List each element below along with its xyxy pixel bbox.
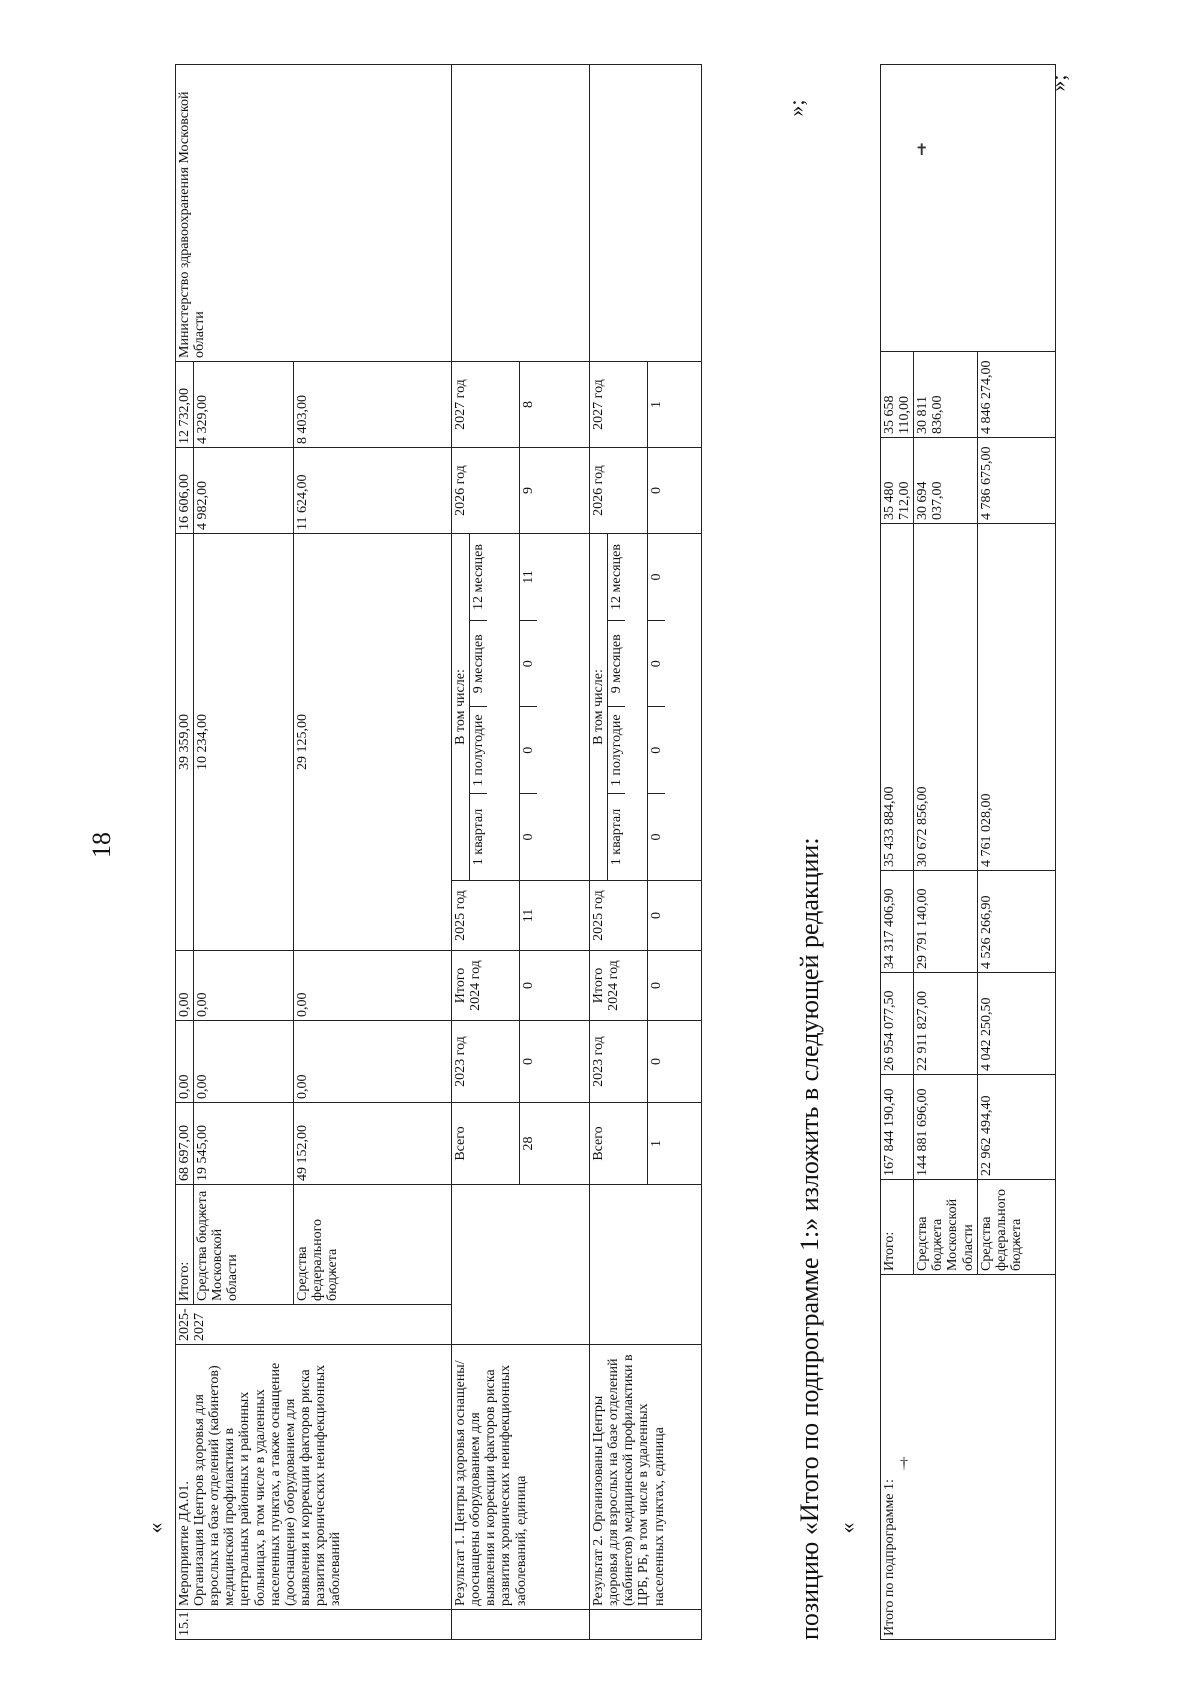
result-1-h-2026: 2026 год <box>452 448 520 534</box>
result-1-v-m9: 0 <box>520 621 537 708</box>
federal-2024: 0,00 <box>294 951 452 1021</box>
result-1-v-2023: 0 <box>520 1021 590 1103</box>
federal-all: 49 152,00 <box>294 1103 452 1185</box>
result-2-h-h1: 1 полугодие <box>608 707 626 794</box>
sub-source-region: Средства бюджета Московской области <box>914 1180 977 1275</box>
sub-region-2023: 22 911 827,00 <box>914 973 977 1075</box>
sub-source-federal: Средства федерального бюджета <box>977 1180 1055 1275</box>
closing-quote-2: »; <box>1045 74 1071 92</box>
result-1-h-all: Всего <box>452 1103 520 1185</box>
main-table-container <box>175 65 695 1640</box>
result-1-h-2027: 2027 год <box>452 362 520 448</box>
event-table <box>175 64 702 1640</box>
result-1-h-h1: 1 полугодие <box>470 707 488 794</box>
result-2-h-m12: 12 месяцев <box>608 534 626 621</box>
closing-quote-1: »; <box>783 99 809 117</box>
sub-region-2027: 30 811 836,00 <box>914 352 977 438</box>
sub-region-2026: 30 694 037,00 <box>914 438 977 524</box>
subprogram-table <box>880 64 1056 1640</box>
result-2-breakdown-header <box>590 534 648 881</box>
sub-region-all: 144 881 696,00 <box>914 1075 977 1180</box>
region-2024: 0,00 <box>194 951 294 1021</box>
result-1-spacer <box>452 1610 590 1640</box>
result-2-h-m9: 9 месяцев <box>608 621 626 708</box>
result-2-v-h1: 0 <box>648 707 665 794</box>
sub-region-2025: 30 672 856,00 <box>914 524 977 871</box>
subprogram-label: Итого по подпрограмме 1: <box>881 1275 1056 1640</box>
result-2-spacer <box>590 1610 702 1640</box>
sub-total-label: Итого: <box>881 1180 914 1275</box>
result-1-h-incl: В том числе: <box>452 534 470 880</box>
result-1-h-2023: 2023 год <box>452 1021 520 1103</box>
result-1-v-2024: 0 <box>520 951 590 1021</box>
region-2023: 0,00 <box>194 1021 294 1103</box>
result-2-v-2024: 0 <box>648 951 702 1021</box>
result-2-v-2026: 0 <box>648 448 702 534</box>
sub-federal-all: 22 962 494,40 <box>977 1075 1055 1180</box>
event-years: 2025-2027 <box>176 1305 452 1345</box>
result-1-v-2026: 9 <box>520 448 590 534</box>
total-2025: 39 359,00 <box>176 534 194 951</box>
scan-mark-1: ✝ <box>915 142 929 159</box>
event-title: Мероприятие ДА.01. <box>177 1481 192 1606</box>
sub-federal-2025: 4 761 028,00 <box>977 524 1055 871</box>
federal-2025: 29 125,00 <box>294 534 452 951</box>
result-2-values-table <box>648 534 665 880</box>
event-text: Организация Центров здоровья для взрослых на базе отделений (кабинетов) медицинской профилактики в центральных районных и районных больницах, в том числе в удаленных населенных пунктах, а также оснащение (дооснащение) оборудованием для выявления и коррекции факторов риска развития хронических неинфекционных заболеваний <box>192 1362 344 1606</box>
total-2023: 0,00 <box>176 1021 194 1103</box>
result-1-breakdown-header <box>452 534 520 881</box>
source-federal: Средства федерального бюджета <box>294 1185 452 1305</box>
result-1-v-m12: 11 <box>521 570 537 584</box>
result-2-h-2026: 2026 год <box>590 448 648 534</box>
sub-total-all: 167 844 190,40 <box>881 1075 914 1180</box>
sub-total-2024: 34 317 406,90 <box>881 871 914 973</box>
result-2-v-2027: 1 <box>648 362 702 448</box>
region-2026: 4 982,00 <box>194 448 294 534</box>
federal-2027: 8 403,00 <box>294 362 452 448</box>
sub-federal-2026: 4 786 675,00 <box>977 438 1055 524</box>
result-1-empty <box>452 1185 590 1345</box>
subprogram-table-container <box>880 65 1040 1640</box>
event-description <box>176 1345 452 1610</box>
region-2027: 4 329,00 <box>194 362 294 448</box>
sub-federal-2027: 4 846 274,00 <box>977 352 1055 438</box>
total-label: Итого: <box>176 1185 194 1305</box>
row-number: 15.1 <box>176 1610 452 1640</box>
total-2027: 12 732,00 <box>176 362 194 448</box>
result-2-executor-empty <box>590 65 702 362</box>
federal-2026: 11 624,00 <box>294 448 452 534</box>
result-1-values-table <box>520 534 537 880</box>
result-2-text: Результат 2. Организованы Центры здоровья для взрослых на базе отделений (кабинетов) медицинской профилактики в ЦРБ, РБ, в том числе в удаленных населенных пунктах, единица <box>590 1345 702 1610</box>
result-1-h-m12: 12 месяцев <box>470 534 488 621</box>
sub-total-2023: 26 954 077,50 <box>881 973 914 1075</box>
result-1-h-q1: 1 квартал <box>470 794 488 881</box>
result-2-v-q1: 0 <box>648 794 665 881</box>
sub-total-2026: 35 480 712,00 <box>881 438 914 524</box>
result-2-breakdown-values <box>648 534 702 881</box>
result-1-h-2025: 2025 год <box>452 881 520 951</box>
total-2024: 0,00 <box>176 951 194 1021</box>
region-2025: 10 234,00 <box>194 534 294 951</box>
result-2-h-all: Всего <box>590 1103 648 1185</box>
instruction-text: позицию «Итого по подпрограмме 1:» изложить в следующей редакции: <box>795 837 824 1640</box>
result-2-h-incl: В том числе: <box>590 534 608 880</box>
result-2-h-2027: 2027 год <box>590 362 648 448</box>
scan-mark-2: † <box>900 1455 908 1472</box>
result-2-h-2023: 2023 год <box>590 1021 648 1103</box>
sub-total-2027: 35 658 110,00 <box>881 352 914 438</box>
result-2-v-all: 1 <box>648 1103 702 1185</box>
result-2-v-m12: 0 <box>649 573 665 581</box>
result-2-breakdown-table <box>590 534 625 880</box>
sub-executor-empty <box>881 65 1056 352</box>
source-region: Средства бюджета Московской области <box>194 1185 294 1305</box>
total-all: 68 697,00 <box>176 1103 194 1185</box>
result-1-text: Результат 1. Центры здоровья оснащены/дооснащены оборудованием для выявления и коррекции факторов риска развития хронических неинфекционных заболеваний, единица <box>452 1345 590 1610</box>
executor: Министерство здравоохранения Московской области <box>176 65 452 362</box>
result-1-v-q1: 0 <box>520 794 537 881</box>
sub-federal-2023: 4 042 250,50 <box>977 973 1055 1075</box>
result-1-executor-empty <box>452 65 590 362</box>
result-1-v-h1: 0 <box>520 707 537 794</box>
result-1-v-2025: 11 <box>520 881 590 951</box>
result-1-breakdown-table <box>452 534 487 880</box>
result-1-breakdown-values <box>520 534 590 881</box>
result-2-h-q1: 1 квартал <box>608 794 626 881</box>
sub-region-2024: 29 791 140,00 <box>914 871 977 973</box>
opening-quote-1: « <box>142 1522 168 1534</box>
result-2-v-2025: 0 <box>648 881 702 951</box>
result-2-h-2024: Итого 2024 год <box>590 951 648 1021</box>
sub-federal-2024: 4 526 266,90 <box>977 871 1055 973</box>
result-2-empty <box>590 1185 702 1345</box>
result-1-h-2024: Итого 2024 год <box>452 951 520 1021</box>
federal-2023: 0,00 <box>294 1021 452 1103</box>
page-number: 18 <box>87 832 116 858</box>
result-1-v-all: 28 <box>520 1103 590 1185</box>
result-2-v-2023: 0 <box>648 1021 702 1103</box>
opening-quote-2: « <box>834 1522 860 1534</box>
result-2-v-m9: 0 <box>648 621 665 708</box>
result-1-h-m9: 9 месяцев <box>470 621 488 708</box>
result-2-h-2025: 2025 год <box>590 881 648 951</box>
total-2026: 16 606,00 <box>176 448 194 534</box>
sub-total-2025: 35 433 884,00 <box>881 524 914 871</box>
region-all: 19 545,00 <box>194 1103 294 1185</box>
result-1-v-2027: 8 <box>520 362 590 448</box>
